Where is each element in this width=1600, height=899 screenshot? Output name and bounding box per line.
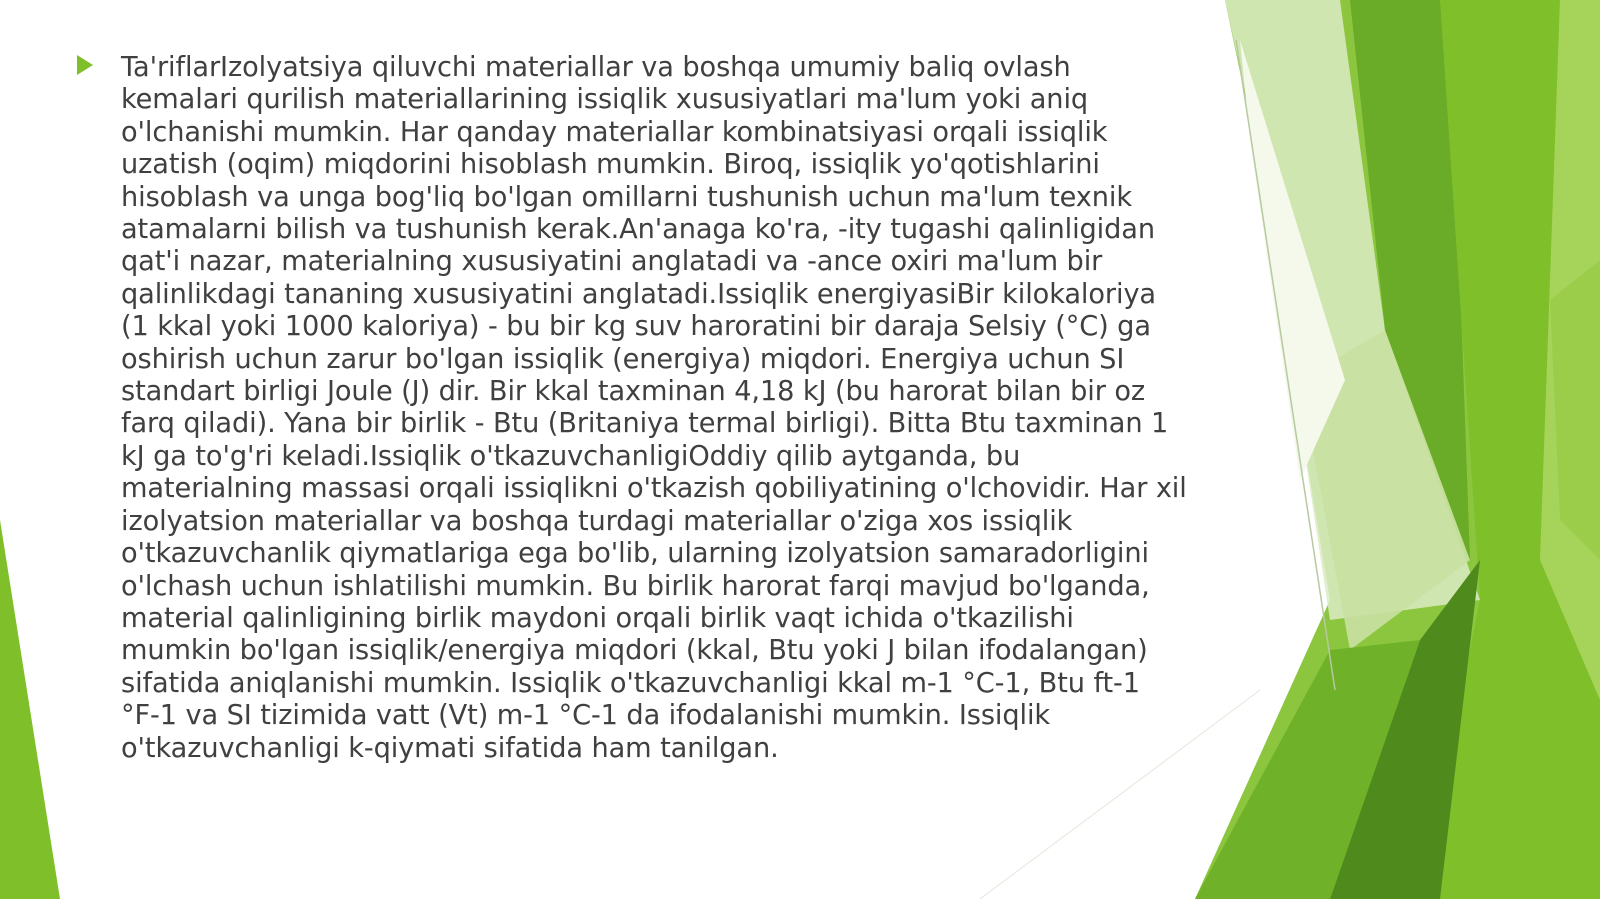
left-green-wedge: [0, 520, 60, 899]
body-text: Ta'riflarIzolyatsiya qiluvchi materiallar va boshqa umumiy baliq ovlash kemalari qurilish materiallarining issiqlik xususiyatlari ma'lum yoki aniq o'lchanishi mumkin. Har qanday materiallar kombinatsiyasi orqali issiqlik uzatish (oqim) miqdorini hisoblash mumkin. Biroq, issiqlik yo'qotishlarini hisoblash va unga bog'liq bo'lgan omillarni tushunish uchun ma'lum texnik atamalarni bilish va tushunish kerak.An'anaga ko'ra, -ity tugashi qalinligidan qat'i nazar, materialning xususiyatini anglatadi va -ance oxiri ma'lum bir qalinlikdagi tananing xususiyatini anglatadi.Issiqlik energiyasiBir kilokaloriya (1 kkal yoki 1000 kaloriya) - bu bir kg suv haroratini bir daraja Selsiy (°C) ga oshirish uchun zarur bo'lgan issiqlik (energiya) miqdori. Energiya uchun SI standart birligi Joule (J) dir. Bir kkal taxminan 4,18 kJ (bu harorat bilan bir oz farq qiladi). Yana bir birlik - Btu (Britaniya termal birligi). Bitta Btu taxminan 1 kJ ga to'g'ri keladi.Issiqlik o'tkazuvchanligiOddiy qilib aytganda, bu materialning massasi orqali issiqlikni o'tkazish qobiliyatining o'lchovidir. Har xil izolyatsion materiallar va boshqa turdagi materiallar o'ziga xos issiqlik o'tkazuvchanlik qiymatlariga ega bo'lib, ularning izolyatsion samaradorligini o'lchash uchun ishlatilishi mumkin. Bu birlik harorat farqi mavjud bo'lganda, material qalinligining birlik maydoni orqali birlik vaqt ichida o'tkazilishi mumkin bo'lgan issiqlik/energiya miqdori (kkal, Btu yoki J bilan ifodalangan) sifatida aniqlanishi mumkin. Issiqlik o'tkazuvchanligi kkal m-1 °C-1, Btu ft-1 °F-1 va SI tizimida vatt (Vt) m-1 °C-1 da ifodalanishi mumkin. Issiqlik o'tkazuvchanligi k-qiymati sifatida ham tanilgan.: [121, 52, 1187, 764]
triangle-right-icon: [76, 54, 94, 76]
content-area: [76, 52, 1226, 765]
